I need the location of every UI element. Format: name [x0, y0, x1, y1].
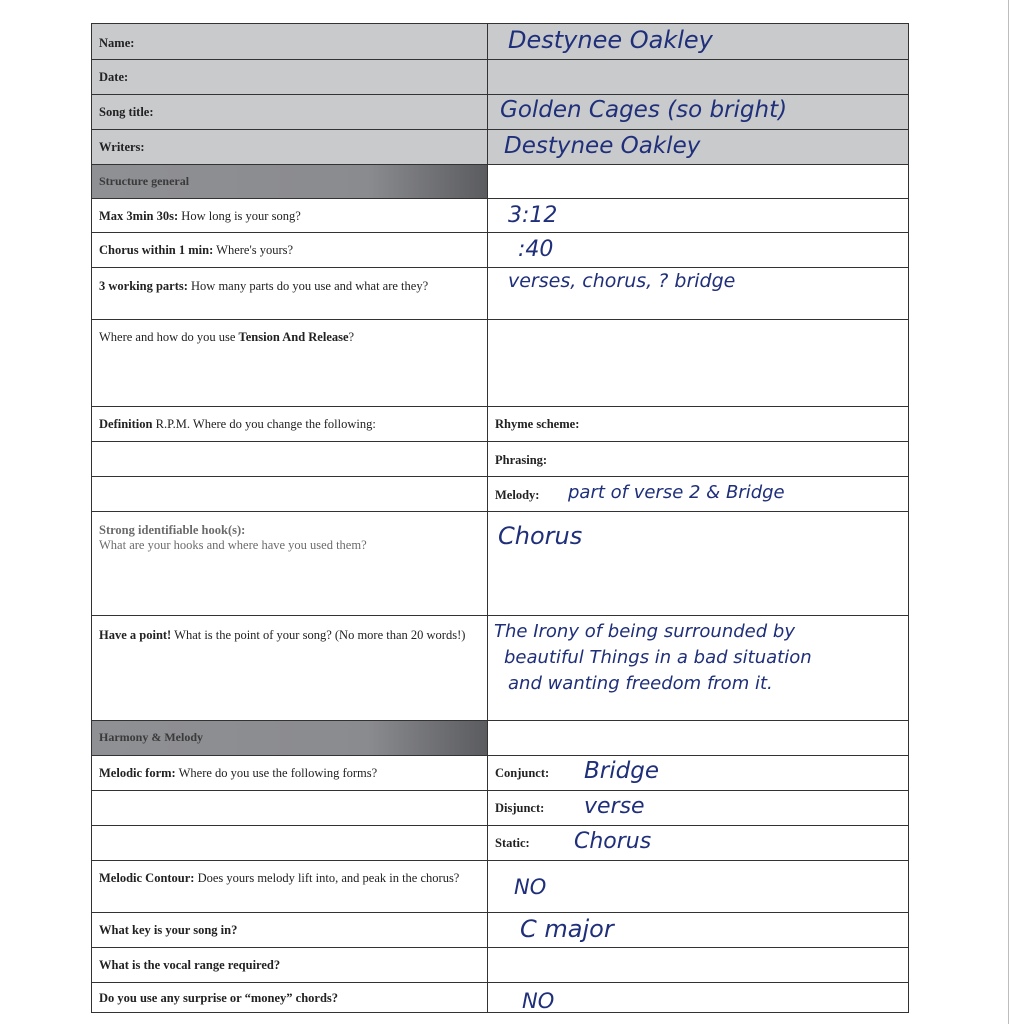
- writers-label: Writers:: [99, 140, 145, 154]
- melodic-contour-row: [92, 860, 908, 912]
- song-title-label: Song title:: [99, 105, 154, 119]
- conjunct-answer: Bridge: [584, 758, 659, 784]
- chorus-timing-label: Chorus within 1 min:: [99, 243, 214, 257]
- melody-label: Melody:: [495, 488, 540, 502]
- vocal-range-row: [92, 947, 908, 982]
- money-chords-answer: NO: [522, 989, 555, 1013]
- point-answer-line-2: beautiful Things in a bad situation: [504, 647, 812, 668]
- melodic-form-row: [92, 755, 908, 790]
- name-row: [92, 24, 908, 59]
- structure-section-title: Structure general: [99, 174, 190, 188]
- page-edge-line: [1008, 0, 1009, 1024]
- hooks-answer: Chorus: [498, 522, 583, 550]
- money-chords-label: Do you use any surprise or “money” chords?: [99, 991, 339, 1005]
- working-parts-label: 3 working parts:: [99, 279, 188, 293]
- tension-release-row: [92, 319, 908, 406]
- length-row: [92, 198, 908, 232]
- structure-section-row: [92, 164, 908, 198]
- song-key-row: [92, 912, 908, 947]
- date-label: Date:: [99, 70, 129, 84]
- point-question: What is the point of your song? (No more than 20 words!): [174, 628, 466, 642]
- static-label: Static:: [495, 836, 530, 850]
- name-value: Destynee Oakley: [508, 26, 713, 54]
- melodic-contour-label: Melodic Contour:: [99, 871, 195, 885]
- harmony-section-title: Harmony & Melody: [99, 730, 203, 744]
- song-key-answer: C major: [520, 915, 614, 943]
- static-answer: Chorus: [574, 829, 652, 854]
- melodic-contour-answer: NO: [514, 875, 547, 899]
- chorus-timing-row: [92, 232, 908, 267]
- name-label: Name:: [99, 36, 135, 50]
- point-answer-line-1: The Irony of being surrounded by: [494, 621, 795, 642]
- disjunct-answer: verse: [584, 794, 645, 819]
- static-row: [92, 825, 908, 860]
- conjunct-label: Conjunct:: [495, 766, 550, 780]
- hooks-question: What are your hooks and where have you used them?: [99, 538, 367, 552]
- writers-value: Destynee Oakley: [504, 133, 701, 159]
- point-answer-line-3: and wanting freedom from it.: [508, 673, 773, 694]
- tension-release-label: Tension And Release: [238, 330, 349, 344]
- chorus-timing-question: Where's yours?: [216, 243, 294, 257]
- money-chords-row: [92, 982, 908, 1013]
- melodic-form-label: Melodic form:: [99, 766, 176, 780]
- length-label: Max 3min 30s:: [99, 209, 179, 223]
- hooks-label: Strong identifiable hook(s):: [99, 523, 246, 537]
- length-question: How long is your song?: [181, 209, 301, 223]
- song-key-label: What key is your song in?: [99, 923, 238, 937]
- definition-question: R.P.M. Where do you change the following:: [155, 417, 376, 431]
- disjunct-label: Disjunct:: [495, 801, 545, 815]
- length-answer: 3:12: [508, 203, 558, 228]
- melodic-form-question: Where do you use the following forms?: [178, 766, 378, 780]
- writers-row: [92, 129, 908, 164]
- tension-question-end: ?: [348, 330, 355, 344]
- rhyme-scheme-label: Rhyme scheme:: [495, 417, 580, 431]
- disjunct-row: [92, 790, 908, 825]
- song-title-row: [92, 94, 908, 129]
- song-worksheet-form: [91, 23, 909, 1013]
- vocal-range-label: What is the vocal range required?: [99, 958, 281, 972]
- definition-label: Definition: [99, 417, 153, 431]
- working-parts-question: How many parts do you use and what are they?: [191, 279, 429, 293]
- melodic-contour-question: Does yours melody lift into, and peak in the chorus?: [197, 871, 460, 885]
- phrasing-label: Phrasing:: [495, 453, 548, 467]
- date-row: [92, 59, 908, 94]
- working-parts-row: [92, 267, 908, 319]
- song-title-value: Golden Cages (so bright): [500, 97, 788, 123]
- point-row: [92, 615, 908, 720]
- hooks-row: [92, 511, 908, 615]
- chorus-timing-answer: :40: [518, 237, 554, 262]
- tension-question-start: Where and how do you use: [99, 330, 239, 344]
- phrasing-row: [92, 441, 908, 476]
- harmony-section-row: [92, 720, 908, 755]
- melody-answer: part of verse 2 & Bridge: [568, 482, 785, 503]
- point-label: Have a point!: [99, 628, 172, 642]
- melody-row: [92, 476, 908, 511]
- definition-row: [92, 406, 908, 441]
- working-parts-answer: verses, chorus, ? bridge: [508, 270, 736, 292]
